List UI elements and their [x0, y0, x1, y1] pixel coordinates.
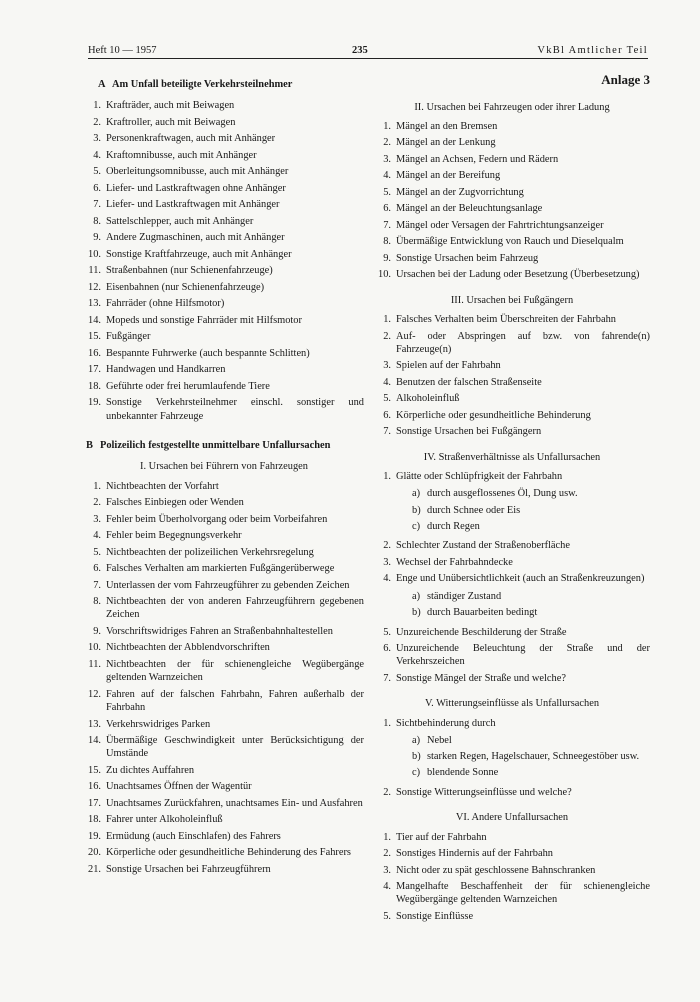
- item-text: Sonstige Ursachen bei Fußgängern: [396, 426, 542, 438]
- list-item: 5. Unzureichende Beschilderung der Straße: [383, 626, 567, 638]
- list-item: [374, 880, 650, 907]
- list-item: [84, 182, 364, 195]
- item-number: 1.: [93, 480, 101, 492]
- list-item: [84, 116, 364, 129]
- item-number: 17.: [88, 364, 101, 376]
- item-number: 6.: [383, 409, 391, 421]
- list-item: [84, 281, 364, 294]
- item-number: 10.: [88, 248, 101, 260]
- item-text: Benutzen der falschen Straßenseite: [396, 376, 542, 388]
- list-item: [84, 99, 364, 112]
- list-item: [374, 202, 650, 215]
- list-item: [84, 797, 364, 810]
- list-item: [84, 734, 364, 761]
- item-text: Unachtsames Zurückfahren, unachtsames Ein- und Ausfahren: [106, 797, 363, 809]
- list-item: [374, 268, 650, 281]
- group-ii-list: [374, 120, 650, 282]
- list-item: [84, 513, 364, 526]
- item-number: 12.: [88, 281, 101, 293]
- list-item: [84, 813, 364, 826]
- item-number: 5.: [93, 546, 101, 558]
- list-item: [84, 562, 364, 575]
- item-text: Körperliche oder gesundheitliche Behinderung des Fahrers: [106, 847, 351, 859]
- item-text: Ermüdung (auch Einschlafen) des Fahrers: [106, 830, 281, 842]
- list-item: [84, 688, 364, 715]
- list-item: [84, 215, 364, 228]
- item-number: 15.: [88, 764, 101, 776]
- list-item: [374, 864, 650, 877]
- sub-item: a) durch ausgeflossenes Öl, Dung usw.: [412, 488, 578, 500]
- sub-item: a) ständiger Zustand: [412, 590, 502, 602]
- item-text: Mängel an der Beleuchtungsanlage: [396, 203, 543, 215]
- item-number: 9.: [93, 625, 101, 637]
- list-item: [84, 529, 364, 542]
- item-text: Übermäßige Entwicklung von Rauch und Dieselqualm: [396, 236, 624, 248]
- list-item: [84, 165, 364, 178]
- item-text: Fehler beim Begegnungsverkehr: [106, 530, 242, 542]
- item-number: 13.: [88, 718, 101, 730]
- item-number: 6.: [383, 203, 391, 215]
- item-number: 13.: [88, 298, 101, 310]
- sub-list: [396, 734, 650, 780]
- item-number: 5.: [383, 186, 391, 198]
- list-item: [374, 186, 650, 199]
- item-number: 2.: [383, 330, 391, 342]
- list-item: [84, 780, 364, 793]
- group-ii-title: II. Ursachen bei Fahrzeugen oder ihrer Ladung: [414, 101, 610, 113]
- item-number: 1.: [383, 831, 391, 843]
- item-number: 19.: [88, 830, 101, 842]
- list-item: [374, 910, 650, 923]
- item-text: Sattelschlepper, auch mit Anhänger: [106, 215, 254, 227]
- list-item: [84, 396, 364, 423]
- item-text: Spielen auf der Fahrbahn: [396, 360, 501, 372]
- item-number: 16.: [88, 781, 101, 793]
- item-number: 21.: [88, 863, 101, 875]
- item-number: 5.: [93, 166, 101, 178]
- list-item: [84, 625, 364, 638]
- item-text: Sonstige Ursachen beim Fahrzeug: [396, 252, 539, 264]
- group-iii-title: III. Ursachen bei Fußgängern: [450, 294, 574, 306]
- anlage-label: Anlage 3: [601, 72, 650, 87]
- item-number: 1.: [383, 314, 391, 326]
- item-number: 3.: [383, 153, 391, 165]
- item-text: Nichtbeachten der polizeilichen Verkehrsregelung: [106, 546, 314, 558]
- group-iv-list: [374, 470, 650, 685]
- item-number: 8.: [383, 236, 391, 248]
- list-item: [84, 579, 364, 592]
- item-text: Fahren auf der falschen Fahrbahn, Fahren außerhalb der Fahrbahn: [106, 688, 364, 713]
- list-item: [84, 480, 364, 493]
- list-item: [84, 297, 364, 310]
- list-item: [374, 235, 650, 248]
- item-text: Nicht oder zu spät geschlossene Bahnschranken: [396, 864, 596, 876]
- sub-item: b) durch Bauarbeiten bedingt: [412, 607, 538, 619]
- item-number: 4.: [383, 881, 391, 893]
- item-text: Nichtbeachten der Abblendvorschriften: [106, 642, 270, 654]
- item-number: 9.: [93, 232, 101, 244]
- item-number: 4.: [383, 170, 391, 182]
- group-i-title: I. Ursachen bei Führern von Fahrzeugen: [140, 461, 308, 473]
- item-number: 1.: [93, 100, 101, 112]
- item-number: 4.: [383, 376, 391, 388]
- group-iv-title: IV. Straßenverhältnisse als Unfallursachen: [423, 451, 601, 463]
- item-number: 4.: [93, 149, 101, 161]
- group-iii-list: [374, 313, 650, 439]
- sub-item: a) Nebel: [412, 734, 452, 746]
- item-text: Kraftroller, auch mit Beiwagen: [106, 116, 236, 128]
- group-vi-title: VI. Andere Unfallursachen: [455, 812, 569, 824]
- list-item: [84, 198, 364, 211]
- item-text: Kraftomnibusse, auch mit Anhänger: [106, 149, 257, 161]
- item-number: 19.: [88, 397, 101, 409]
- publication-label: VkBl Amtlicher Teil: [537, 45, 648, 56]
- item-text: Sonstige Ursachen bei Fahrzeugführern: [106, 863, 271, 875]
- group-v-title: V. Witterungseinflüsse als Unfallursachen: [424, 698, 600, 710]
- item-number: 11.: [88, 658, 101, 670]
- item-text: Fahrer unter Alkoholeinfluß: [106, 814, 223, 826]
- list-item: [84, 846, 364, 859]
- list-item: 2. Schlechter Zustand der Straßenoberfläche: [383, 540, 570, 552]
- section-b-title: B Polizeilich festgestellte unmittelbare Unfallursachen: [86, 439, 331, 451]
- list-item: [84, 231, 364, 244]
- item-text: Falsches Verhalten beim Überschreiten der Fahrbahn: [396, 314, 616, 326]
- list-item: 3. Wechsel der Fahrbahndecke: [383, 556, 513, 568]
- item-text: Unachtsames Öffnen der Wagentür: [106, 781, 252, 793]
- item-text: Personenkraftwagen, auch mit Anhänger: [106, 133, 276, 145]
- item-text: Ursachen bei der Ladung oder Besetzung (Überbesetzung): [396, 269, 640, 281]
- item-number: 8.: [93, 215, 101, 227]
- item-number: 10.: [378, 269, 391, 281]
- list-item: [84, 149, 364, 162]
- item-number: 2.: [93, 497, 101, 509]
- item-text: Sonstige Kraftfahrzeuge, auch mit Anhänger: [106, 248, 292, 260]
- item-text: Vorschriftswidriges Fahren an Straßenbahnhaltestellen: [106, 625, 333, 637]
- item-text: Krafträder, auch mit Beiwagen: [106, 100, 235, 112]
- list-item: 2. Sonstige Witterungseinflüsse und welche?: [383, 786, 572, 798]
- item-number: 3.: [93, 513, 101, 525]
- item-number: 2.: [383, 848, 391, 860]
- list-item: [374, 831, 650, 844]
- item-number: 2.: [93, 116, 101, 128]
- item-text: Falsches Einbiegen oder Wenden: [106, 497, 244, 509]
- item-text: Eisenbahnen (nur Schienenfahrzeuge): [106, 281, 265, 293]
- item-text: Fahrräder (ohne Hilfsmotor): [106, 298, 225, 310]
- list-item: [84, 264, 364, 277]
- section-a-title: A Am Unfall beteiligte Verkehrsteilnehmer: [98, 79, 293, 90]
- list-item: [84, 764, 364, 777]
- section-a-list: [84, 99, 364, 423]
- list-item: [374, 376, 650, 389]
- item-text: Straßenbahnen (nur Schienenfahrzeuge): [106, 265, 273, 277]
- item-number: 20.: [88, 847, 101, 859]
- item-text: Verkehrswidriges Parken: [106, 718, 211, 730]
- item-number: 2.: [383, 137, 391, 149]
- list-item: [84, 658, 364, 685]
- item-number: 12.: [88, 688, 101, 700]
- item-text: Sonstige Verkehrsteilnehmer einschl. sonstiger und unbekannter Fahrzeuge: [106, 397, 364, 422]
- list-item: [374, 252, 650, 265]
- item-text: Nichtbeachten der für schienengleiche Wegübergänge geltenden Warnzeichen: [106, 658, 364, 684]
- list-item: [84, 380, 364, 393]
- right-column: [374, 72, 650, 926]
- list-item: [84, 718, 364, 731]
- item-text: Mängel an der Lenkung: [396, 137, 496, 149]
- list-item: [84, 363, 364, 376]
- list-item: [84, 863, 364, 876]
- list-item: [84, 595, 364, 622]
- item-number: 1.: [383, 120, 391, 132]
- item-text: Oberleitungsomnibusse, auch mit Anhänger: [106, 166, 289, 178]
- item-text: Mopeds und sonstige Fahrräder mit Hilfsmotor: [106, 314, 302, 326]
- item-number: 17.: [88, 797, 101, 809]
- item-text: Bespannte Fuhrwerke (auch bespannte Schlitten): [106, 347, 310, 359]
- item-text: Nichtbeachten der von anderen Fahrzeugführern gegebenen Zeichen: [106, 596, 364, 621]
- item-text: Alkoholeinfluß: [396, 393, 460, 405]
- item-number: 6.: [93, 182, 101, 194]
- list-item: [84, 496, 364, 509]
- item-text: Mängel an der Zugvorrichtung: [396, 186, 524, 198]
- item-number: 3.: [383, 360, 391, 372]
- item-number: 7.: [383, 426, 391, 438]
- item-text: Geführte oder frei herumlaufende Tiere: [106, 380, 270, 392]
- sub-item: b) starken Regen, Hagelschauer, Schneegestöber usw.: [412, 751, 640, 763]
- item-number: 16.: [88, 347, 101, 359]
- list-item: 1. Sichtbehinderung durch a) Nebel b) starken Regen, Hagelschauer, Schneegestöber usw. c) blendende Sonne: [374, 717, 650, 783]
- list-item: [84, 830, 364, 843]
- item-text: Mängel an Achsen, Federn und Rädern: [396, 153, 559, 165]
- list-item: [374, 425, 650, 438]
- page-number: 235: [352, 45, 368, 56]
- item-text: Nichtbeachten der Vorfahrt: [106, 480, 219, 492]
- item-text: Mängel an der Bereifung: [396, 170, 501, 182]
- item-number: 9.: [383, 252, 391, 264]
- item-text: Mangelhafte Beschaffenheit der für schienengleiche Wegübergänge geltenden Warnzeichen: [396, 881, 650, 906]
- list-item: 4. Enge und Unübersichtlichkeit (auch an Straßenkreuzungen) a) ständiger Zustand b) durch Bauarbeiten bedingt: [374, 572, 650, 622]
- list-item: 1. Glätte oder Schlüpfrigkeit der Fahrbahn a) durch ausgeflossenes Öl, Dung usw. b) durch Schnee oder Eis c) durch Regen: [374, 470, 650, 536]
- list-item: [374, 392, 650, 405]
- list-item: [84, 546, 364, 559]
- item-text: Fußgänger: [106, 331, 151, 343]
- list-item: [374, 409, 650, 422]
- sub-item: c) blendende Sonne: [412, 767, 499, 779]
- list-item: [374, 136, 650, 149]
- list-item: [84, 248, 364, 261]
- item-number: 6.: [93, 563, 101, 575]
- item-number: 3.: [93, 133, 101, 145]
- item-number: 18.: [88, 814, 101, 826]
- item-text: Sonstiges Hindernis auf der Fahrbahn: [396, 848, 553, 860]
- list-item: [374, 330, 650, 357]
- list-item: [374, 120, 650, 133]
- item-number: 4.: [93, 530, 101, 542]
- sub-list: [396, 487, 650, 533]
- item-number: 14.: [88, 314, 101, 326]
- list-item: [84, 314, 364, 327]
- list-item: [374, 847, 650, 860]
- item-number: 10.: [88, 642, 101, 654]
- page-header: [88, 44, 648, 59]
- list-item: [84, 641, 364, 654]
- list-item: 6. Unzureichende Beleuchtung der Straße und der Verkehrszeichen: [383, 643, 650, 668]
- item-number: 7.: [93, 199, 101, 211]
- left-column: [84, 72, 364, 879]
- item-text: Andere Zugmaschinen, auch mit Anhänger: [106, 232, 285, 244]
- item-number: 18.: [88, 380, 101, 392]
- item-number: 7.: [93, 579, 101, 591]
- item-number: 15.: [88, 331, 101, 343]
- list-item: [84, 132, 364, 145]
- group-i-list: [84, 480, 364, 877]
- list-item: [374, 219, 650, 232]
- item-number: 7.: [383, 219, 391, 231]
- list-item: 7. Sonstige Mängel der Straße und welche?: [383, 672, 566, 684]
- issue-label: Heft 10 — 1957: [88, 45, 157, 56]
- item-text: Liefer- und Lastkraftwagen ohne Anhänger: [106, 182, 286, 194]
- item-number: 14.: [88, 735, 101, 746]
- sub-list: [396, 590, 650, 620]
- group-vi-list: [374, 831, 650, 924]
- item-number: 5.: [383, 393, 391, 405]
- list-item: [374, 359, 650, 372]
- list-item: [374, 169, 650, 182]
- item-number: 5.: [383, 910, 391, 922]
- item-text: Falsches Verhalten am markierten Fußgängerüberwege: [106, 563, 335, 575]
- item-text: Unterlassen der vom Fahrzeugführer zu gebenden Zeichen: [106, 579, 350, 591]
- list-item: [374, 313, 650, 326]
- item-text: Mängel an den Bremsen: [396, 120, 498, 132]
- list-item: [84, 347, 364, 360]
- item-number: 8.: [93, 596, 101, 608]
- item-text: Liefer- und Lastkraftwagen mit Anhänger: [106, 199, 280, 211]
- item-text: Körperliche oder gesundheitliche Behinderung: [396, 409, 591, 421]
- item-text: Mängel oder Versagen der Fahrtrichtungsanzeiger: [396, 219, 604, 231]
- sub-item: b) durch Schnee oder Eis: [412, 504, 521, 516]
- list-item: [374, 153, 650, 166]
- group-v-list: [374, 717, 650, 800]
- item-text: Zu dichtes Auffahren: [106, 764, 195, 776]
- item-text: Handwagen und Handkarren: [106, 364, 226, 376]
- item-text: Sonstige Einflüsse: [396, 910, 474, 922]
- list-item: [84, 330, 364, 343]
- item-number: 3.: [383, 864, 391, 876]
- item-text: Übermäßige Geschwindigkeit unter Berücksichtigung der Umstände: [106, 735, 364, 760]
- item-text: Tier auf der Fahrbahn: [396, 831, 487, 843]
- item-text: Auf- oder Abspringen auf bzw. von fahrende(n) Fahrzeuge(n): [396, 330, 650, 355]
- item-text: Fehler beim Überholvorgang oder beim Vorbeifahren: [106, 513, 328, 525]
- item-number: 11.: [88, 265, 101, 277]
- sub-item: c) durch Regen: [412, 520, 480, 532]
